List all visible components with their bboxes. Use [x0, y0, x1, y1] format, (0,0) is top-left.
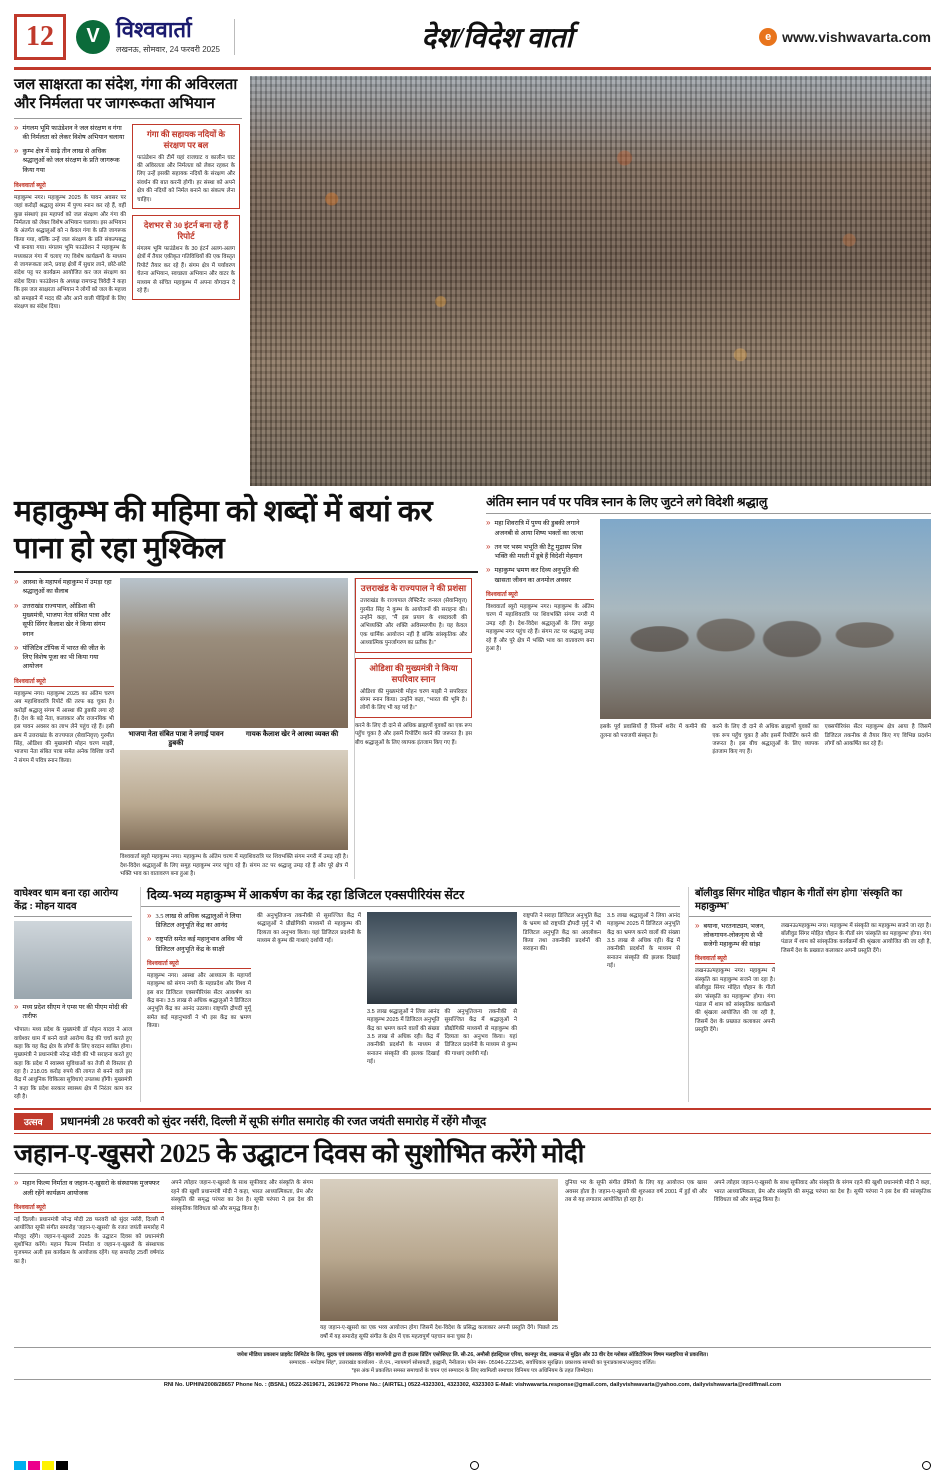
utsav-line: प्रधानमंत्री 28 फरवरी को सुंदर नर्सरी, दिल्ली में सूफी संगीत समारोह की रजत जयंती समारोह में रहेंगे मौजूद	[60, 1115, 487, 1128]
bullet-icon: »	[486, 541, 491, 551]
byline: विश्ववार्ता ब्यूरो	[486, 590, 594, 600]
box-body: मंगलम भूमि फाउंडेशन के 30 इंटर्न अलग-अलग क्षेत्रों में तैयार एकीकृत गतिविधियों की एक विस्तृत रिपोर्ट तैयार कर रहे हैं। संगम क्षेत्र में पर्यावरण चेतना अभियान, स्वच्छता अभियान और वाटर के माध्यम से संचित महाकुम्भ में अपना योगदान दे रहे हैं।	[137, 246, 235, 294]
top-section	[14, 76, 931, 486]
story4-col-c2: की अनुभूतिजन्य तकनीकी से सुसज्जित केंद्र में श्रद्धालुओं ने प्रौद्योगिकी माध्यमों से महाकुम्भ की दिव्यता का अनुभव किया। यहां डिजिटल प्रदर्शनी के माध्यम से कुम्भ की गाथाएं दर्शायी गईं।	[444, 1008, 517, 1057]
black-swatch	[56, 1461, 68, 1470]
story2-col-a: विश्ववार्ता ब्यूरो महाकुम्भ नगर। महाकुम्भ के अंतिम चरण में महाशिवरात्रि पर शिवभक्ति संगम नगरी में उमड़ रही है। देश-विदेश श्रद्धालुओं के लिए समूह महाकुम्भ नगर पहुंच रहे हैं। संगम तट पर श्रद्धालु उमड़ रहे हैं और पूरे क्षेत्र में भक्ति भाव का वातावरण बना हुआ है।	[120, 854, 348, 878]
website-link[interactable]	[759, 28, 931, 46]
cyan-swatch	[14, 1461, 26, 1470]
story5-col-b: लखनऊ/महाकुम्भ नगर। महाकुम्भ में संस्कृति का महाकुम्भ सजने जा रहा है। बॉलीवुड सिंगर मोहित चौहान के गीतों संग 'संस्कृति का महाकुम्भ' होगा। गंगा पंडाल में शाम को सांस्कृतिक कार्यक्रमों की श्रृंखला आयोजित की जा रही है, जिसमें देश के प्रख्यात कलाकार अपनी प्रस्तुति देंगे।	[781, 922, 931, 954]
box-title: उत्तराखंड के राज्यपाल ने की प्रशंसा	[360, 583, 467, 594]
story6-headline: वाघेश्वर धाम बना रहा आरोग्य केंद्र : मोहन यादव	[14, 887, 132, 917]
logo-icon: V	[76, 20, 110, 54]
story-foreign-devotees	[486, 494, 931, 879]
bullet-icon: »	[14, 1001, 19, 1011]
page-footer	[14, 1347, 931, 1387]
photo-mohan-yadav	[14, 921, 132, 999]
footer-line-3: *इस अंक में प्रकाशित समस्त समाचारों के चयन एवं सम्पादन के लिए स्वामित्वी समाचार विनिमय पत्र अधिनियम के तहत जिम्मेदार।	[351, 1368, 594, 1375]
photo-sambit-patra	[120, 578, 348, 728]
story4-bullet	[147, 912, 251, 931]
story2-box-governor	[355, 578, 472, 652]
registration-mark	[922, 1461, 931, 1470]
story-mahima	[14, 494, 478, 879]
website-url-text: www.vishwavarta.com	[782, 28, 931, 45]
photo-caption: भाजपा नेता संबित पात्रा ने लगाई पावन डुबकी	[128, 730, 224, 748]
story3-col-a: इसके पूर्व प्रवासियों हैं जिनमें शरीर में कमीने की तुलना को पराजयी संस्कृत है।	[600, 724, 707, 739]
story-water-literacy	[14, 76, 242, 486]
page-number: 12	[14, 14, 66, 60]
story4-col-b: की अनुभूतिजन्य तकनीकी से सुसज्जित केंद्र में श्रद्धालुओं ने प्रौद्योगिकी माध्यमों से महाकुम्भ की दिव्यता का अनुभव किया। यहां डिजिटल प्रदर्शनी के माध्यम से कुम्भ की गाथाएं दर्शायी गईं।	[257, 912, 361, 944]
story4-headline: दिव्य-भव्य महाकुम्भ में आकर्षण का केंद्र रहा डिजिटल एक्सपीरियंस सेंटर	[141, 887, 680, 907]
story4-col-e: 3.5 लाख श्रद्धालुओं ने लिया आनंद महाकुम्भ 2025 में डिजिटल अनुभूति केंद्र का भ्रमण करने वालों की संख्या 3.5 लाख से अधिक रही। केंद्र में तकनीकी प्रदर्शनों के माध्यम से सनातन संस्कृति की झलक दिखाई गई।	[607, 912, 680, 970]
bullet-text: पॉजिटिव टॉपिक में भारत की जीत के लिए विशेष पूजा का भी किया गया आयोजन	[22, 644, 105, 671]
bullet-text: कुम्भ क्षेत्र में साढ़े तीन लाख से अधिक श्रद्धालुओं को जल संरक्षण के प्रति जागरूक किया गया	[22, 148, 120, 174]
story4-bullet	[147, 935, 251, 954]
story1-box-interns	[132, 215, 240, 300]
bullet-text: उत्तराखंड राज्यपाल, ओडिशा की मुख्यमंत्री, भाजपा नेता संबित पात्रा और सूफी सिंगर कैलाश खेर ने किया संगम स्नान	[22, 602, 111, 638]
box-title: देशभर से 30 इंटर्न बना रहे हैं रिपोर्ट	[143, 219, 229, 241]
byline: विश्ववार्ता ब्यूरो	[147, 959, 251, 969]
story2-box-cm	[355, 658, 472, 718]
bullet-text: महा शिवरात्रि में पुण्य की डुबकी लगाने अजनबी से आया शिष्य भक्तों का जत्था	[494, 520, 584, 537]
story2-bullet	[14, 644, 114, 672]
story1-headline: जल साक्षरता का संदेश, गंगा की अविरलता और निर्मलता पर जागरूकता अभियान	[14, 76, 242, 119]
story2-body: महाकुम्भ नगर। महाकुम्भ 2025 का अंतिम चरण अब महाशिवरात्रि रिपोर्ट की तरफ बढ़ चुका है। करोड़ों श्रद्धालु संगम में आस्था की डुबकी लगा रहे हैं। देश के बड़े नेता, कलाकार और राजनयिक भी इस पावन अवसर का लाभ लेने पहुंच रहे हैं। इसी क्रम में उत्तराखंड के राज्यपाल (सेवानिवृत्त) गुरमीत सिंह, ओडिशा की मुख्यमंत्री मोहन चरण माझी, भाजपा नेता संबित पात्रा समेत अनेक विशिष्ट जनों ने संगम में पवित्र स्नान किया।	[14, 690, 114, 764]
utsav-col-d: दुनिया भर के सूफी संगीत प्रेमियों के लिए यह आयोजन एक खास अवसर होता है। जहान-ए-खुसरो की शुरुआत वर्ष 2001 में हुई थी और तब से यह लगातार आयोजित हो रहा है।	[565, 1180, 707, 1204]
utsav-tag: उत्सव	[14, 1113, 53, 1130]
bullet-text: बयाना, भरतनाट्यम, भजन, लोकगायन-लोकनृत्य से भी सजेगी महाकुम्भ की सांझ	[703, 922, 765, 949]
box-body: ओडिशा की मुख्यमंत्री मोहन चरण माझी ने सपरिवार संगम स्नान किया। उन्होंने कहा, "भारत की भूमि है। लोगों के लिए भी यह पर्व है।"	[360, 688, 467, 712]
story5-bullet	[695, 922, 775, 950]
story2-headline: महाकुम्भ की महिमा को शब्दों में बयां कर पाना हो रहा मुश्किल	[14, 494, 478, 573]
edition-date: लखनऊ, सोमवार, 24 फरवरी 2025	[116, 44, 221, 54]
story3-bullet	[486, 543, 594, 562]
photo-foreign-sadhus	[600, 519, 931, 719]
story3-bullet	[486, 519, 594, 538]
bullet-text: महान फिल्म निर्माता व जहान-ए-खुसरो के संस्थापक मुजफ्फर अली रहेंगे कार्यक्रम आयोजक	[22, 1180, 160, 1197]
footer-line-1: जयेश मीडिया प्रकाशन प्राइवेट लिमिटेड के लिए, मुद्रक एवं प्रकाशक रोहित बाजपेयी द्वारा टी हाउस प्रिंटिंग एसोसिएट लि. सी-26, अमौसी इंडस्ट्रियल एरिया, कानपुर रोड, लखनऊ से मुद्रित और 33 वीर देव ग्लोबल ऑडिटोरियम विषम मलहरिया से प्रकाशित।	[236, 1352, 709, 1359]
bullet-text: मध्य प्रदेश सीएम ने एम्स पर की पीएम मोदी की तारीफ	[22, 1003, 128, 1020]
bullet-icon: »	[14, 642, 19, 652]
story3-bullet	[486, 566, 594, 585]
utsav-col-b: अपने त्योहार जहान-ए-खुसरो के साथ सूफीवाद और संस्कृति के संगम रहने की खुशी प्रधानमंत्री मोदी ने कहा, भारत आध्यात्मिकता, प्रेम और संस्कृति की समृद्ध परंपरा का देश है। सूफी परंपरा ने इस देश की सांस्कृतिक विविधता को और समृद्ध किया है।	[171, 1180, 313, 1212]
second-section	[14, 494, 931, 879]
story2-bullet	[14, 602, 114, 639]
utsav-headline: जहान-ए-खुसरो 2025 के उद्घाटन दिवस को सुशोभित करेंगे मोदी	[14, 1134, 931, 1175]
bullet-icon: »	[14, 600, 19, 610]
bullet-icon: »	[486, 518, 491, 528]
utsav-bullet	[14, 1179, 164, 1198]
bullet-icon: »	[14, 146, 19, 156]
photo-digital-experience-center	[367, 912, 517, 1004]
story6-body: भोपाल। मध्य प्रदेश के मुख्यमंत्री डॉ मोहन यादव ने आज वाघेश्वर धाम में बनने वाले आरोग्य केंद्र की चर्चा करते हुए कहा कि यह केंद्र क्षेत्र के लोगों के लिए वरदान साबित होगा। मुख्यमंत्री ने प्रधानमंत्री नरेन्द्र मोदी की भी सराहना करते हुए कहा कि प्रदेश में स्वास्थ्य सुविधाओं का तेजी से विस्तार हो रहा है। 218.05 करोड़ रुपये की लागत से बनने वाले इस केंद्र में आधुनिक चिकित्सा सुविधाएं उपलब्ध होंगी। मुख्यमंत्री ने कहा कि प्रदेश सरकार स्वास्थ्य क्षेत्र में निरंतर काम कर रही है।	[14, 1027, 132, 1101]
story4-body: महाकुम्भ नगर। आस्था और आध्यात्म के महापर्व महाकुम्भ को संगम नगरी के महाप्रदेश और विश्व में इस बार डिजिटल एक्सपीरियंस सेंटर आकर्षण का केंद्र बना। 3.5 लाख से अधिक श्रद्धालुओं ने डिजिटल अनुभूति केंद्र का आनंद उठाया। राष्ट्रपति द्रौपदी मुर्मू समेत कई महानुभावों ने भी इस केंद्र का भ्रमण किया।	[147, 972, 251, 1030]
photo-kailash-kher	[120, 750, 348, 850]
cmyk-registration-bar	[14, 1461, 68, 1470]
byline: विश्ववार्ता ब्यूरो	[14, 1203, 164, 1213]
photo-kumbh-crowd	[250, 76, 931, 486]
story1-bullet	[14, 124, 126, 143]
bullet-text: राष्ट्रपति समेत कई महानुभाव अविध भी डिजिटल अनुभूति केंद्र के साक्षी	[155, 936, 243, 953]
byline: विश्ववार्ता ब्यूरो	[695, 954, 775, 964]
story3-col-b: करने के लिए दी दाने से अधिक ब्राह्मणों युवकों का एक रूप पहुँच चुका है और इसमें रिपोर्टिंग करने की जरूरत है। इस बीच श्रद्धालुओं के लिए व्यापक इंतजाम किए गए हैं।	[712, 724, 819, 756]
byline: विश्ववार्ता ब्यूरो	[14, 181, 126, 191]
story4-col-c: 3.5 लाख श्रद्धालुओं ने लिया आनंद महाकुम्भ 2025 में डिजिटल अनुभूति केंद्र का भ्रमण करने वालों की संख्या 3.5 लाख से अधिक रही। केंद्र में तकनीकी प्रदर्शनों के माध्यम से सनातन संस्कृति की झलक दिखाई गई।	[367, 1008, 440, 1066]
section-title: देश/विदेश वार्ता	[421, 22, 573, 54]
bullet-icon: »	[147, 910, 152, 920]
utsav-body: नई दिल्ली। प्रधानमंत्री नरेन्द्र मोदी 28 फरवरी को सुंदर नर्सरी, दिल्ली में आयोजित सूफी संगीत समारोह 'जहान-ए-खुसरो' के रजत जयंती समारोह में मौजूद रहेंगे। जहान-ए-खुसरो 2025 के उद्घाटन दिवस को प्रधानमंत्री सुशोभित करेंगे। महान फिल्म निर्माता व जहान-ए-खुसरो के संस्थापक मुजफ्फर अली इस कार्यक्रम के आयोजक रहेंगे। यह समारोह 25वीं वर्षगांठ का है।	[14, 1216, 164, 1265]
photo-jahan-e-khusrau	[320, 1179, 558, 1321]
yellow-swatch	[42, 1461, 54, 1470]
story-digital-center	[140, 887, 680, 1102]
newspaper-logo	[76, 16, 235, 55]
photo-caption: गायक कैलाश खेर ने आस्था व्यक्त की	[245, 730, 339, 739]
box-title: ओडिशा की मुख्यमंत्री ने किया सपरिवार स्नान	[369, 662, 458, 684]
story5-headline: बॉलीवुड सिंगर मोहित चौहान के गीतों संग होगा 'संस्कृति का महाकुम्भ'	[689, 887, 931, 917]
masthead	[14, 10, 931, 70]
story2-bullet	[14, 578, 114, 597]
story5-body: लखनऊ/महाकुम्भ नगर। महाकुम्भ में संस्कृति का महाकुम्भ सजने जा रहा है। बॉलीवुड सिंगर मोहित चौहान के गीतों संग 'संस्कृति का महाकुम्भ' होगा। गंगा पंडाल में शाम को सांस्कृतिक कार्यक्रमों की श्रृंखला आयोजित की जा रही है, जिसमें देश के प्रख्यात कलाकार अपनी प्रस्तुति देंगे।	[695, 968, 775, 1034]
bullet-text: महाकुम्भ भ्रमण कर दिव्य अनुभूति की खासता जीवन का अनमोल अवसर	[494, 567, 579, 584]
box-body: उत्तराखंड के राज्यपाल लेफ्टिनेंट जनरल (सेवानिवृत्त) गुरमीत सिंह ने कुम्भ के आयोजनों की सराहना की। उन्होंने कहा, "मैं इस प्रयाग के शब्दावली की अभिव्यक्ति और शक्ति अविस्मरणीय है। यह केवल एक धार्मिक आयोजन नहीं है बल्कि सांस्कृतिक और आध्यात्मिक पुनर्जागरण का प्रतीक है।"	[360, 598, 467, 647]
box-title: गंगा की सहायक नदियों के संरक्षण पर बल	[146, 128, 225, 150]
box-body: फाउंडेशन की टीमें यहां राजघाट व कालीन घाट की अविरलता और निर्मलता को लेकर रहकर के लिए उन्हें इसकी सहायक नदियों के संरक्षण और संवर्धन की बात करनी होगी। हर संस्था को अपने क्षेत्र की नदियों को निर्मल बनाने का संकल्प लेना चाहिए।	[137, 154, 235, 203]
bullet-icon: »	[147, 934, 152, 944]
bullet-text: आस्था के महापर्व महाकुम्भ में उमड़ा रहा श्रद्धालुओं का सैलाब	[22, 579, 112, 596]
footer-rni: RNI No. UPHIN/2008/28657 Phone No. : (BSNL) 0522-2619671, 2619672 Phone No.: (AIRTEL) 0522-4323301, 4323302, 4323303 E-Mail: vishwavarta.response@gmail.com, dailyvishwavarta@yahoo.com, dailyvishwavarta@rediffmail.com	[14, 1379, 931, 1388]
utsav-band	[14, 1108, 931, 1134]
third-section	[14, 887, 931, 1102]
bullet-icon: »	[695, 920, 700, 930]
story1-bullet	[14, 147, 126, 175]
bullet-icon: »	[14, 1178, 19, 1188]
magenta-swatch	[28, 1461, 40, 1470]
story2-col-b: करने के लिए दी दाने से अधिक ब्राह्मणों युवकों का एक रूप पहुँच चुका है और इसमें रिपोर्टिंग करने की जरूरत है। इस बीच श्रद्धालुओं के लिए व्यापक इंतजाम किए गए हैं।	[355, 722, 472, 746]
story1-box-rivers	[132, 124, 240, 209]
brand-name: विश्ववार्ता	[116, 16, 192, 42]
main-photo-block	[250, 76, 931, 486]
story4-col-d: राष्ट्रपति ने सराहा डिजिटल अनुभूति केंद्र के भ्रमण को राष्ट्रपति द्रौपदी मुर्मू ने भी डिजिटल अनुभूति केंद्र का अवलोकन किया तथा तकनीकी प्रदर्शनों की सराहना की।	[523, 912, 601, 953]
story3-col-c: एक्सपीरियंस सेंटर महाकुम्भ क्षेत्र आया है जिसमें डिजिटल तकनीक से तैयार किए गए विभिन्न प्रदर्शन लोगों को आकर्षित कर रहे हैं।	[824, 724, 931, 748]
bullet-icon: »	[14, 577, 19, 587]
globe-icon: e	[759, 28, 777, 46]
registration-mark	[470, 1461, 479, 1470]
utsav-col-e: अपने त्योहार जहान-ए-खुसरो के साथ सूफीवाद और संस्कृति के संगम रहने की खुशी प्रधानमंत्री मोदी ने कहा, भारत आध्यात्मिकता, प्रेम और संस्कृति की समृद्ध परंपरा का देश है। सूफी परंपरा ने इस देश की सांस्कृतिक विविधता को और समृद्ध किया है।	[714, 1180, 931, 1204]
footer-line-2: सम्पादक - मनोज्ञम सिंह*, उत्तराखंड कार्यालय - जे.एन., न्यायमार्ग सोसायटी, हल्द्वानी, नैनीताल। फोन नंबर- 05946-222345, सर्वाधिकार सुरक्षित। प्रकाशक सामग्री का पुनःप्रकाशन/अनुवाद वर्जित।	[289, 1360, 656, 1367]
story6-bullet	[14, 1003, 132, 1022]
story-mohit-chauhan	[688, 887, 931, 1102]
story-bageshwar	[14, 887, 132, 1102]
story3-headline: अंतिम स्नान पर्व पर पवित्र स्नान के लिए जुटने लगे विदेशी श्रद्धालु	[486, 494, 931, 514]
bullet-text: तन पर भस्म भभूति की टैटू मुद्रास्प शिव भक्ति की मस्ती में डूबे हैं विदेशी मेहमान	[494, 543, 583, 561]
bullet-icon: »	[14, 122, 19, 132]
bullet-text: 3.5 लाख से अधिक श्रद्धालुओं ने लिया डिजिटल अनुभूति केंद्र का आनंद	[155, 912, 241, 930]
bullet-text: मंगलम भूमि फाउंडेशन ने जल संरक्षण व गंगा की निर्मलता को लेकर विशेष अभियान चलाया	[22, 124, 125, 141]
story1-body: महाकुम्भ नगर। महाकुम्भ 2025 के पावन अवसर पर जहां करोड़ों श्रद्धालु संगम में पुण्य स्नान कर रहे हैं, वहीं कुछ संस्थाएं इस महापर्व को जल संरक्षण और गंगा की निर्मलता को लेकर विशेष अभियान चलाया। इस अभियान के अंतर्गत श्रद्धालुओं को न केवल गंगा के प्रति जागरूक किया गया, बल्कि उन्हें जल संरक्षण के प्रति संकल्पबद्ध भी बनाया गया। मंगलम भूमि फाउंडेशन ने महाकुम्भ के मध्यकाल गंगा में चलाए गए विशेष कार्यक्रमों के माध्यम से जागरूकता लाने, प्रवाह क्षेत्रों में सुधार लाने, छोटे-छोटे संदेश पट्ट पर कार्यक्रम आयोजित कर जल संरक्षण का संदेश दिया। फाउंडेशन के अध्यक्ष रामचन्द्र त्रिवेदी ने कहा कि इस जल साक्षरता अभियान ने लोगों को जल के महत्त्व को समझाने में मदद की और आने वाली पीढ़ियों के लिए संरक्षण का संदेश दिया।	[14, 194, 126, 310]
byline: विश्ववार्ता ब्यूरो	[14, 677, 114, 687]
bullet-icon: »	[486, 565, 491, 575]
story-jahan-e-khusrau	[14, 1134, 931, 1342]
story3-body: विश्ववार्ता ब्यूरो महाकुम्भ नगर। महाकुम्भ के अंतिम चरण में महाशिवरात्रि पर शिवभक्ति संगम नगरी में उमड़ रही है। देश-विदेश श्रद्धालुओं के लिए समूह महाकुम्भ नगर पहुंच रहे हैं। संगम तट पर श्रद्धालु उमड़ रहे हैं और पूरे क्षेत्र में भक्ति भाव का वातावरण बना हुआ है।	[486, 603, 594, 652]
utsav-col-c: यह जहान-ए-खुसरो का एक भव्य आयोजन होगा जिसमें देश-विदेश के प्रसिद्ध कलाकार अपनी प्रस्तुति देंगे। पिछले 25 वर्षों में यह समारोह सूफी संगीत के क्षेत्र में एक महत्वपूर्ण पहचान बना चुका है।	[320, 1325, 558, 1340]
